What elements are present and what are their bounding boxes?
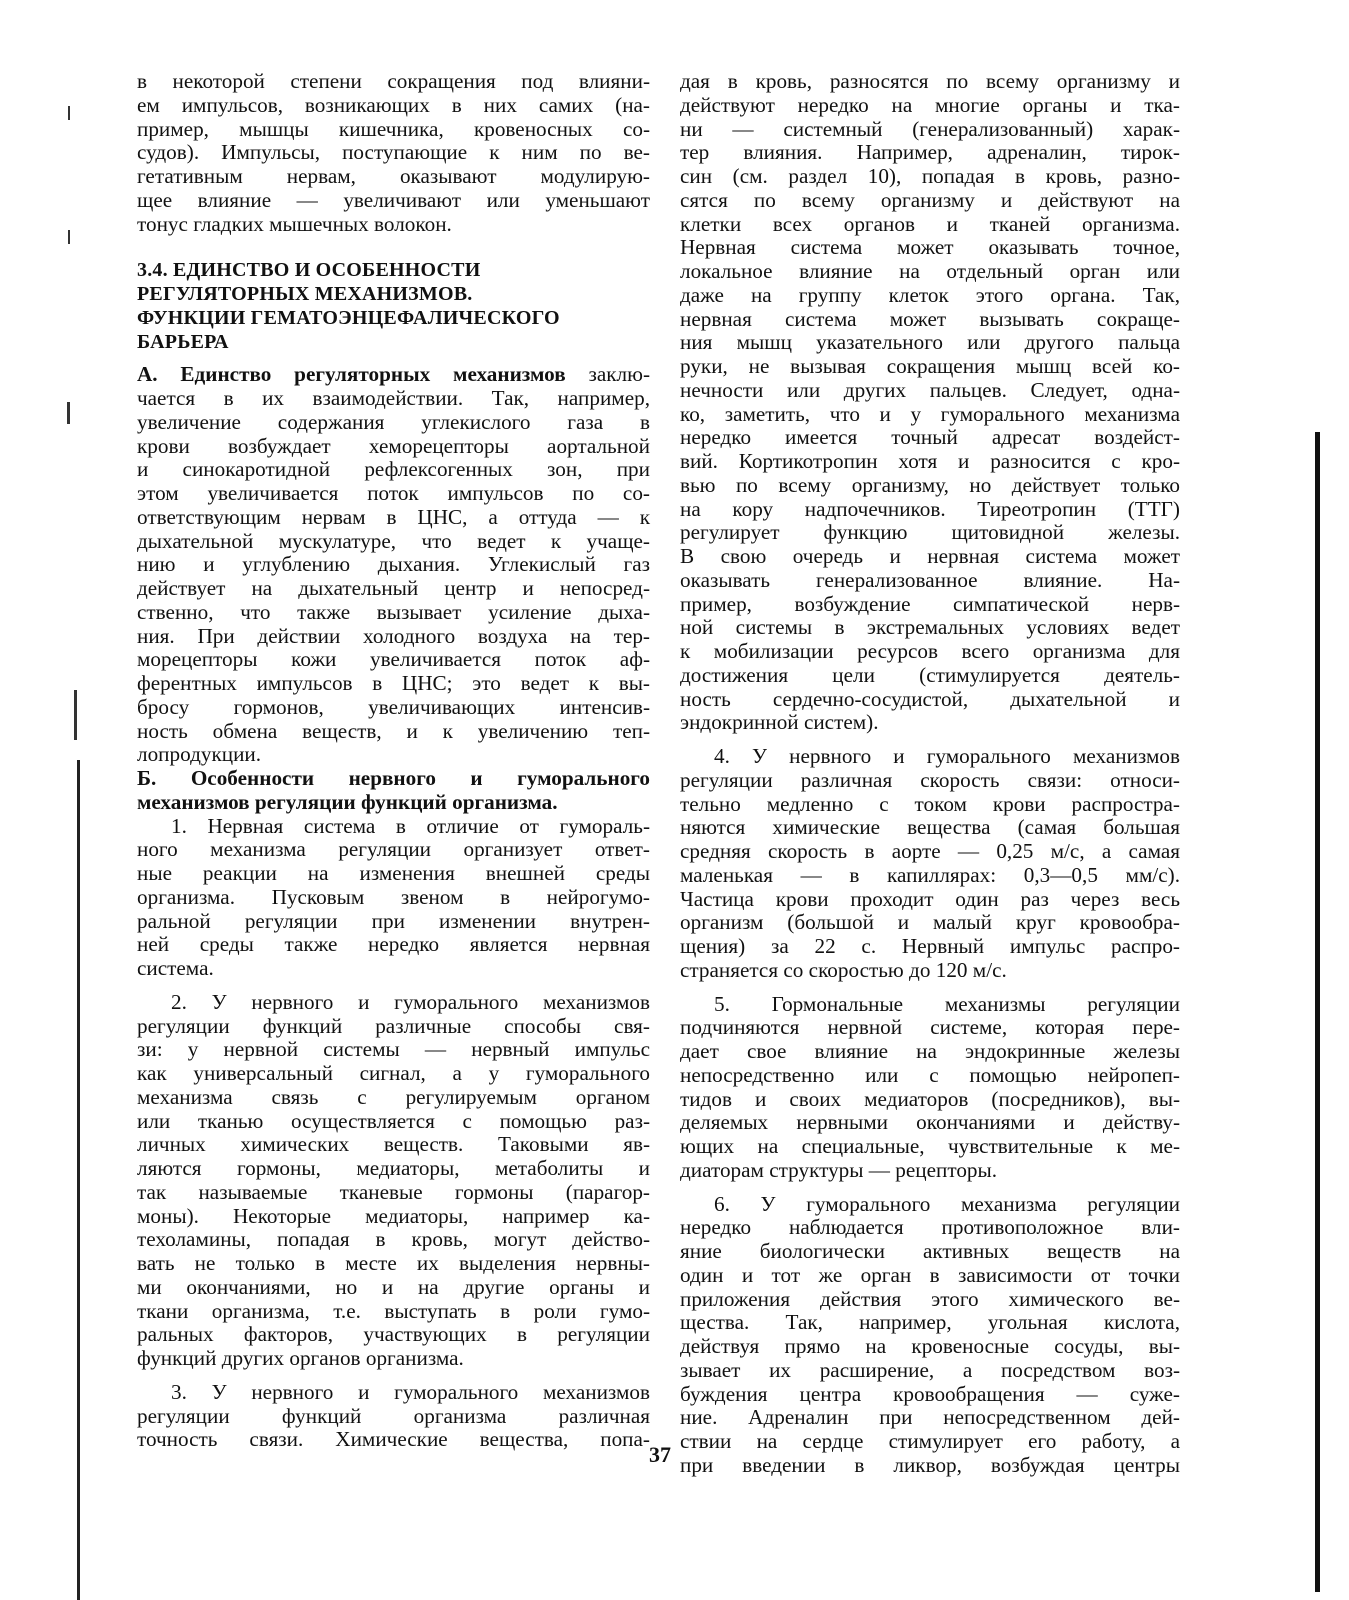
section-b-paragraph-2 xyxy=(137,991,650,1371)
text-line: так называемые тканевые гормоны (парагор- xyxy=(137,1179,650,1204)
text-line: ные реакции на изменения внешней среды xyxy=(137,861,650,885)
text-line: ной системы в экстремальных условиях ведет xyxy=(680,615,1180,640)
text-line: бросу гормонов, увеличивающих интенсив- xyxy=(137,694,650,719)
text-line: эндокринной систем). xyxy=(680,710,879,735)
text-line: функций других органов организма. xyxy=(137,1346,464,1370)
text-line: страняется со скоростью до 120 м/с. xyxy=(680,957,1007,982)
text-line: приложения действия этого химического ве- xyxy=(680,1286,1180,1311)
text-line: регуляции различная скорость связи: относи- xyxy=(680,767,1180,792)
text-line: судов). Импульсы, поступающие к ним по ве- xyxy=(137,140,650,165)
scan-speck xyxy=(68,230,70,244)
text-line: точность связи. Химические вещества, попа- xyxy=(137,1427,650,1452)
section-a-paragraph xyxy=(137,363,650,767)
section-b-title-line: механизмов регуляции функций организма. xyxy=(137,789,558,814)
scan-speck xyxy=(67,402,70,424)
text-line: и синокаротидной рефлексогенных зон, при xyxy=(137,457,650,482)
text-line: В свою очередь и нервная система может xyxy=(680,544,1180,568)
text-line: син (см. раздел 10), попадая в кровь, разно- xyxy=(680,164,1180,188)
text-line: ность обмена веществ, и к увеличению теп- xyxy=(137,718,650,743)
section-a-first-line xyxy=(137,363,650,387)
text-line: подчиняются нервной системе, которая пере- xyxy=(680,1015,1180,1040)
text-line: действуя прямо на кровеносные сосуды, вы- xyxy=(680,1334,1180,1358)
text-line: 2. У нервного и гуморального механизмов xyxy=(171,989,650,1014)
scan-edge-right xyxy=(1315,432,1320,1592)
heading-line: БАРЬЕРА xyxy=(137,330,229,353)
paragraph-5 xyxy=(680,993,1180,1183)
text-line: на кору надпочечников. Тиреотропин (ТТГ) xyxy=(680,496,1180,521)
section-b-title xyxy=(137,767,650,815)
text-line: достижения цели (стимулируется деятель- xyxy=(680,662,1180,687)
text-line: Частица крови проходит один раз через весь xyxy=(680,886,1180,911)
text-line: ми окончаниями, но и на другие органы и xyxy=(137,1274,650,1299)
text-line: ем импульсов, возникающих в них самих (на- xyxy=(137,92,650,117)
text-line: ственно, что также вызывает усиление дыха- xyxy=(137,599,650,624)
text-line: нечности или других пальцев. Следует, одна- xyxy=(680,377,1180,402)
intro-paragraph xyxy=(137,70,650,236)
heading-line: ФУНКЦИИ ГЕМАТОЭНЦЕФАЛИЧЕСКОГО xyxy=(137,306,560,329)
text-line: ния мышц указательного или другого пальца xyxy=(680,330,1180,355)
text-line: дыхательной мускулатуре, что ведет к учаще- xyxy=(137,528,650,553)
text-line: 1. Нервная система в отличие от гумораль- xyxy=(171,813,650,838)
text-line: ральных факторов, участвующих в регуляции xyxy=(137,1322,650,1347)
text-line: система. xyxy=(137,956,214,980)
text-line: в некоторой степени сокращения под влияни- xyxy=(137,69,650,93)
text-line: организм (большой и малый круг кровообра- xyxy=(680,910,1180,935)
text-line: или тканью осуществляется с помощью раз- xyxy=(137,1108,650,1133)
text-line: личных химических веществ. Таковыми яв- xyxy=(137,1132,650,1157)
section-heading xyxy=(137,258,650,353)
text-line: техоламины, попадая в кровь, могут действо- xyxy=(137,1227,650,1252)
text-line: тельно медленно с током крови распростра- xyxy=(680,791,1180,816)
text-line: как универсальный сигнал, а у гуморального xyxy=(137,1061,650,1085)
text-line: действуют нередко на многие органы и тка- xyxy=(680,92,1180,117)
paragraph-3-continued xyxy=(680,70,1180,735)
text-line: вью по всему организму, но действует только xyxy=(680,472,1180,497)
text-line: пример, возбуждение симпатической нерв- xyxy=(680,591,1180,616)
text-line: щества. Так, например, угольная кислота, xyxy=(680,1310,1180,1335)
text-line: нередко имеется точный адресат воздейст- xyxy=(680,425,1180,450)
text-line: регуляции функций различные способы свя- xyxy=(137,1013,650,1038)
text-line: ность сердечно-сосудистой, дыхательной и xyxy=(680,686,1180,711)
text-line: 6. У гуморального механизма регуляции xyxy=(714,1191,1180,1216)
text-line: пример, мышцы кишечника, кровеносных со- xyxy=(137,116,650,141)
text-line: средняя скорость в аорте — 0,25 м/с, а самая xyxy=(680,839,1180,863)
text-line: 5. Гормональные механизмы регуляции xyxy=(714,991,1180,1016)
text-line: моны). Некоторые медиаторы, например ка- xyxy=(137,1203,650,1228)
text-line: щее влияние — увеличивают или уменьшают xyxy=(137,187,650,212)
text-line: нередко наблюдается противоположное вли- xyxy=(680,1215,1180,1240)
left-column xyxy=(137,70,650,1452)
text-line: локальное влияние на отдельный орган или xyxy=(680,259,1180,283)
text-line: зывает их расширение, а посредством воз- xyxy=(680,1357,1180,1382)
text-line: ющих на специальные, чувствительные к ме- xyxy=(680,1134,1180,1158)
text-line: при введении в ликвор, возбуждая центры xyxy=(680,1452,1180,1477)
text-line: ни — системный (генерализованный) харак- xyxy=(680,116,1180,141)
section-b-paragraph-1 xyxy=(137,815,650,981)
paragraph-6 xyxy=(680,1193,1180,1478)
text-line: вать не только в месте их выделения нервны- xyxy=(137,1251,650,1275)
text-line: вий. Кортикотропин хотя и разносится с кро- xyxy=(680,449,1180,473)
page-number: 37 xyxy=(649,1442,671,1467)
text-line: этом увеличивается поток импульсов по со- xyxy=(137,481,650,505)
section-b-paragraph-3 xyxy=(137,1381,650,1452)
text-line: непосредственно или с помощью нейропеп- xyxy=(680,1062,1180,1087)
text-line: один и тот же орган в зависимости от точки xyxy=(680,1262,1180,1287)
text-line: яние биологически активных веществ на xyxy=(680,1239,1180,1263)
text-line: тер влияния. Например, адреналин, тирок- xyxy=(680,140,1180,165)
text-line: ствии на сердце стимулирует его работу, а xyxy=(680,1429,1180,1453)
text-line: ляются гормоны, медиаторы, метаболиты и xyxy=(137,1156,650,1180)
text-line: ней среды также нередко является нервная xyxy=(137,932,650,957)
text-line: лопродукции. xyxy=(137,742,262,767)
scan-edge-left xyxy=(77,760,80,1600)
heading-line: 3.4. ЕДИНСТВО И ОСОБЕННОСТИ xyxy=(137,259,481,282)
text-line: 4. У нервного и гуморального механизмов xyxy=(714,744,1180,768)
text-line: щения) за 22 с. Нервный импульс распро- xyxy=(680,934,1180,958)
text-line: дая в кровь, разносятся по всему организму и xyxy=(680,69,1180,93)
text-line: ного механизма регуляции организует ответ- xyxy=(137,837,650,862)
right-column xyxy=(680,70,1180,1478)
text-line: ко, заметить, что и у гуморального механизма xyxy=(680,401,1180,426)
text-line: 3. У нервного и гуморального механизмов xyxy=(171,1379,650,1404)
text-line: деляемых нервными окончаниями и действу- xyxy=(680,1110,1180,1135)
text-line: даже на группу клеток этого органа. Так, xyxy=(680,282,1180,307)
text-line: зи: у нервной системы — нервный импульс xyxy=(137,1037,650,1062)
text-line: гетативным нервам, оказывают модулирую- xyxy=(137,164,650,188)
section-b-title-line: Б. Особенности нервного и гуморального xyxy=(137,766,650,790)
text-line: клетки всех органов и тканей организма. xyxy=(680,211,1180,236)
text-line: буждения центра кровообращения — суже- xyxy=(680,1381,1180,1406)
section-a-lead: А. Единство регуляторных механизмов xyxy=(137,362,566,387)
text-line: чается в их взаимодействии. Так, например, xyxy=(137,386,650,410)
paragraph-4 xyxy=(680,745,1180,983)
text-line: регуляции функций организма различная xyxy=(137,1403,650,1428)
text-line: няются химические вещества (самая большая xyxy=(680,815,1180,840)
text-line: дает свое влияние на эндокринные железы xyxy=(680,1039,1180,1063)
text-line: тонус гладких мышечных волокон. xyxy=(137,211,452,236)
text-line: маленькая — в капиллярах: 0,3—0,5 мм/с). xyxy=(680,862,1180,887)
text-line: руки, не вызывая сокращения мышц всей ко- xyxy=(680,354,1180,378)
text-line: крови возбуждает хеморецепторы аортальной xyxy=(137,433,650,458)
text-line: нию и углублению дыхания. Углекислый газ xyxy=(137,552,650,577)
text-line: ткани организма, т.е. выступать в роли гумо- xyxy=(137,1298,650,1323)
text-line: действует на дыхательный центр и непосред- xyxy=(137,576,650,600)
text-line: механизма связь с регулируемым органом xyxy=(137,1084,650,1109)
text-line: оказывать генерализованное влияние. На- xyxy=(680,567,1180,592)
text-line: увеличение содержания углекислого газа в xyxy=(137,409,650,434)
text-line: нервная система может вызывать сокраще- xyxy=(680,306,1180,331)
scan-speck xyxy=(74,690,77,740)
text-line: Нервная система может оказывать точное, xyxy=(680,235,1180,260)
text-line: сятся по всему организму и действуют на xyxy=(680,187,1180,212)
text-line: ние. Адреналин при непосредственном дей- xyxy=(680,1405,1180,1430)
text-line: ния. При действии холодного воздуха на тер- xyxy=(137,623,650,648)
section-a-first-rest: заклю- xyxy=(565,362,651,387)
text-line: организма. Пусковым звеном в нейрогумо- xyxy=(137,884,650,909)
text-line: ответствующим нервам в ЦНС, а оттуда — к xyxy=(137,504,650,529)
text-line: морецепторы кожи увеличивается поток аф- xyxy=(137,647,650,672)
scan-speck xyxy=(68,106,70,120)
text-line: к мобилизации ресурсов всего организма для xyxy=(680,639,1180,663)
heading-line: РЕГУЛЯТОРНЫХ МЕХАНИЗМОВ. xyxy=(137,283,473,305)
text-line: ферентных импульсов в ЦНС; это ведет к вы- xyxy=(137,671,650,695)
text-line: ральной регуляции при изменении внутрен- xyxy=(137,908,650,933)
text-line: тидов и своих медиаторов (посредников), вы- xyxy=(680,1086,1180,1111)
text-line: регулирует функцию щитовидной железы. xyxy=(680,520,1180,545)
text-line: диаторам структуры — рецепторы. xyxy=(680,1157,998,1182)
